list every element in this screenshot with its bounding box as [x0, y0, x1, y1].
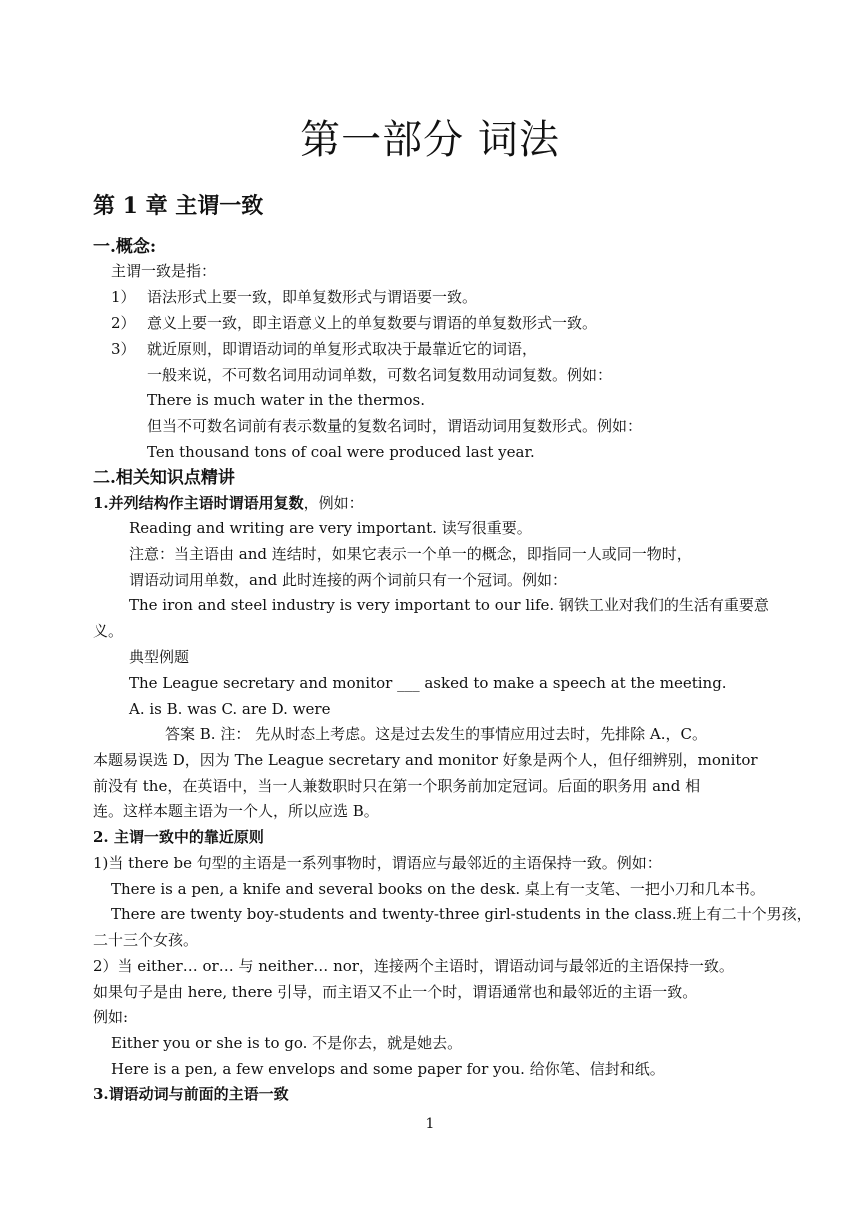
- point-2-heading: 2. 主谓一致中的靠近原则: [93, 828, 264, 846]
- body-line: 注意：当主语由 and 连结时，如果它表示一个单一的概念，即指同一人或同一物时，: [129, 545, 692, 563]
- answer-line: 前没有 the，在英语中，当一人兼数职时只在第一个职务前加定冠词。后面的职务用 and 相: [93, 777, 701, 795]
- concept-item-3-num: 3）: [111, 340, 136, 358]
- concept-item-2-num: 2）: [111, 314, 136, 332]
- concept-item-3-text: 就近原则，即谓语动词的单复形式取决于最靠近它的词语，: [147, 340, 538, 358]
- concept-item-2-text: 意义上要一致，即主语意义上的单复数要与谓语的单复数形式一致。: [147, 314, 598, 332]
- concept-sub-line: Ten thousand tons of coal were produced last year.: [147, 443, 535, 461]
- body-line: Either you or she is to go. 不是你去，就是她去。: [111, 1034, 463, 1052]
- point-1-heading: [93, 493, 364, 513]
- concept-sub-line: There is much water in the thermos.: [147, 391, 425, 409]
- concept-sub-line: 一般来说，不可数名词用动词单数，可数名词复数用动词复数。例如：: [147, 366, 613, 384]
- point-1-title: 1.并列结构作主语时谓语用复数: [93, 494, 304, 512]
- answer-line: 本题易误选 D，因为 The League secretary and monitor 好象是两个人，但仔细辨别，monitor: [93, 751, 758, 769]
- part-title: 第一部分 词法: [300, 117, 560, 163]
- concept-sub-line: 但当不可数名词前有表示数量的复数名词时，谓语动词用复数形式。例如：: [147, 417, 643, 435]
- body-line: 如果句子是由 here, there 引导，而主语又不止一个时，谓语通常也和最邻近的主语一致。: [93, 983, 698, 1001]
- section-heading-knowledge: 二.相关知识点精讲: [93, 468, 235, 488]
- body-line: There are twenty boy-students and twenty-three girl-students in the class.班上有二十个男孩，: [111, 905, 812, 923]
- point-3-heading: 3.谓语动词与前面的主语一致: [93, 1085, 289, 1103]
- concept-item-1-text: 语法形式上要一致，即单复数形式与谓语要一致。: [147, 288, 478, 306]
- answer-line: 答案 B. 注： 先从时态上考虑。这是过去发生的事情应用过去时，先排除 A.，C。: [165, 725, 707, 743]
- body-line: 谓语动词用单数，and 此时连接的两个词前只有一个冠词。例如：: [129, 571, 567, 589]
- concept-intro: 主谓一致是指：: [111, 262, 217, 280]
- body-line: There is a pen, a knife and several books on the desk. 桌上有一支笔、一把小刀和几本书。: [111, 880, 765, 898]
- body-line: 义。: [93, 622, 124, 640]
- chapter-heading: 第 1 章 主谓一致: [93, 193, 264, 219]
- point-1-suffix: ，例如：: [303, 494, 364, 512]
- body-line: 2）当 either… or… 与 neither… nor，连接两个主语时，谓语动词与最邻近的主语保持一致。: [93, 957, 734, 975]
- body-line: The iron and steel industry is very important to our life. 钢铁工业对我们的生活有重要意: [129, 596, 769, 614]
- page-number: 1: [425, 1116, 435, 1132]
- body-line: 1)当 there be 句型的主语是一系列事物时，谓语应与最邻近的主语保持一致。例如：: [93, 854, 662, 872]
- body-line: Reading and writing are very important. 读写很重要。: [129, 519, 532, 537]
- answer-line: 连。这样本题主语为一个人，所以应选 B。: [93, 802, 379, 820]
- concept-item-1-num: 1）: [111, 288, 136, 306]
- example-options: A. is B. was C. are D. were: [129, 700, 331, 718]
- example-question: The League secretary and monitor ___ asked to make a speech at the meeting.: [129, 674, 727, 692]
- body-line: 例如:: [93, 1008, 129, 1026]
- section-heading-concept: 一.概念:: [93, 237, 157, 257]
- example-label: 典型例题: [129, 648, 190, 666]
- body-line: 二十三个女孩。: [93, 931, 199, 949]
- body-line: Here is a pen, a few envelops and some paper for you. 给你笔、信封和纸。: [111, 1060, 665, 1078]
